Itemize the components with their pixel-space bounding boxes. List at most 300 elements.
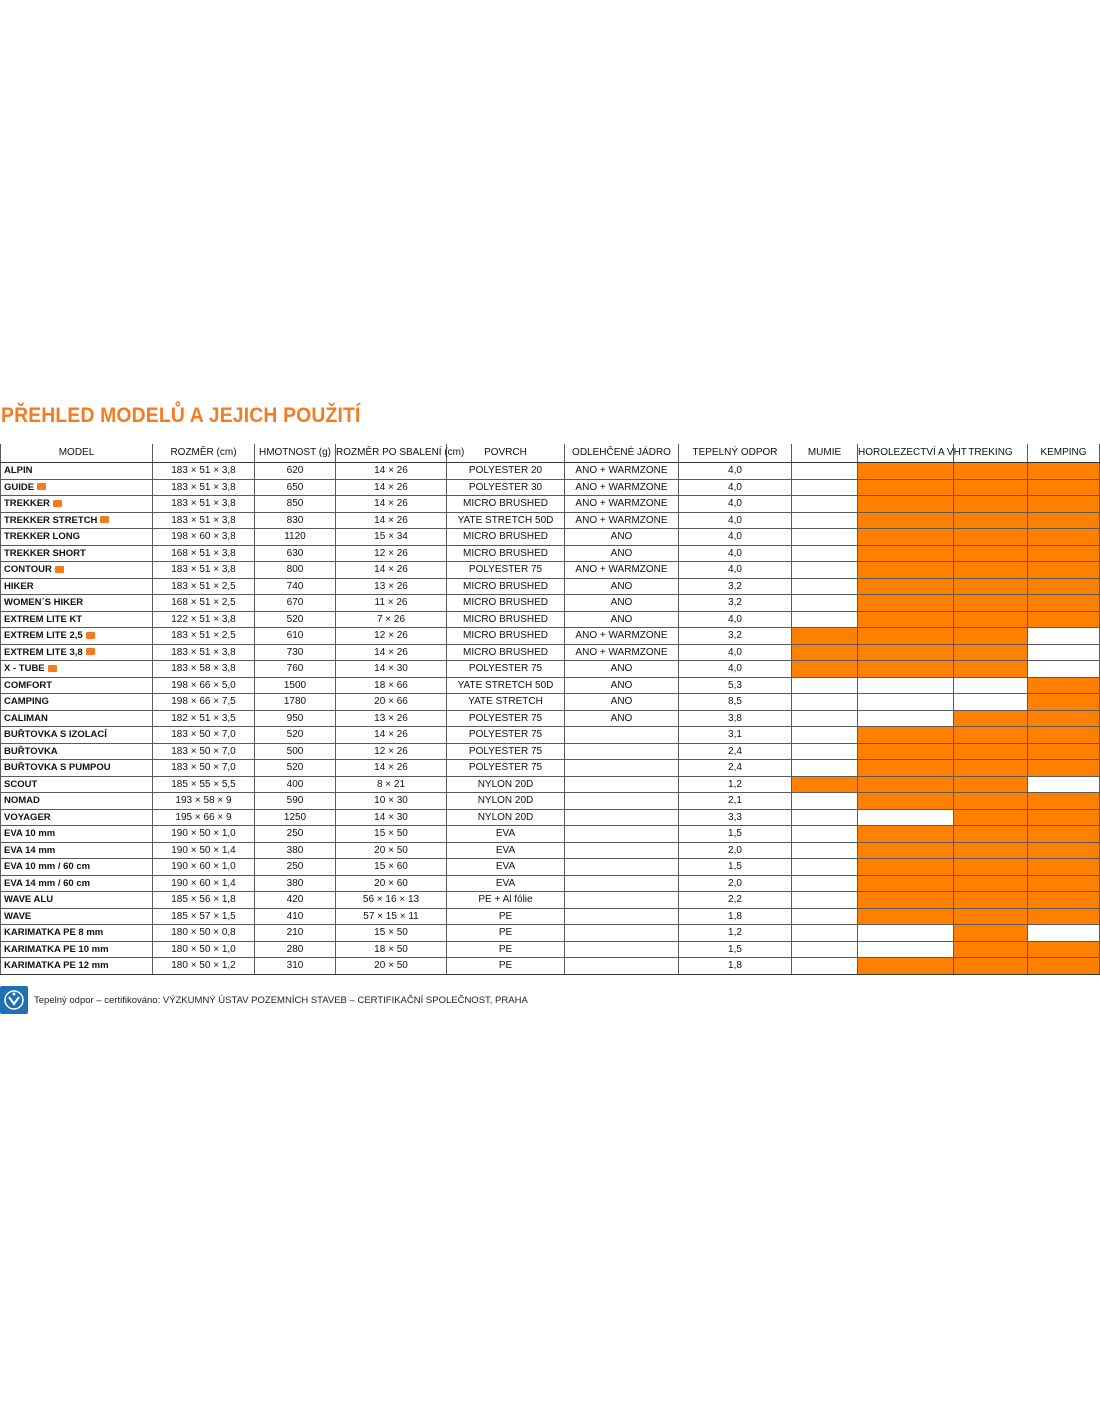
thermal-resistance-cell: 4,0 <box>679 562 792 579</box>
packed-size-cell: 15 × 34 <box>336 529 447 546</box>
table-row <box>1 512 1100 529</box>
trekking-cell <box>954 512 1028 529</box>
packed-size-cell: 13 × 26 <box>336 578 447 595</box>
table-row <box>1 776 1100 793</box>
size-cell: 183 × 51 × 3,8 <box>153 496 255 513</box>
mummy-cell <box>792 958 858 975</box>
mummy-cell <box>792 661 858 678</box>
model-name: EVA 10 mm / 60 cm <box>4 861 91 872</box>
table-row <box>1 892 1100 909</box>
surface-cell: MICRO BRUSHED <box>447 578 565 595</box>
model-name: VOYAGER <box>4 811 51 823</box>
weight-cell: 620 <box>255 463 336 480</box>
trekking-cell <box>954 661 1028 678</box>
model-cell <box>1 661 153 678</box>
column-header-climbing: HOROLEZECTVÍ A VHT <box>858 444 954 463</box>
table-row <box>1 677 1100 694</box>
mummy-cell <box>792 892 858 909</box>
packed-size-cell: 57 × 15 × 11 <box>336 908 447 925</box>
mummy-cell <box>792 644 858 661</box>
model-name: HIKER <box>4 580 34 592</box>
surface-cell: NYLON 20D <box>447 776 565 793</box>
size-cell: 122 × 51 × 3,8 <box>153 611 255 628</box>
model-cell <box>1 892 153 909</box>
trekking-cell <box>954 595 1028 612</box>
surface-cell: PE <box>447 925 565 942</box>
climbing-cell <box>858 875 954 892</box>
size-cell: 190 × 60 × 1,0 <box>153 859 255 876</box>
weight-cell: 1120 <box>255 529 336 546</box>
packed-size-cell: 14 × 26 <box>336 479 447 496</box>
table-row <box>1 809 1100 826</box>
model-name: WAVE ALU <box>4 894 54 905</box>
thermal-resistance-cell: 8,5 <box>679 694 792 711</box>
trekking-cell <box>954 859 1028 876</box>
camping-cell <box>1028 925 1100 942</box>
model-cell <box>1 958 153 975</box>
mummy-cell <box>792 529 858 546</box>
camping-cell <box>1028 760 1100 777</box>
table-row <box>1 562 1100 579</box>
thermal-resistance-cell: 1,2 <box>679 776 792 793</box>
packed-size-cell: 10 × 30 <box>336 793 447 810</box>
climbing-cell <box>858 776 954 793</box>
trekking-cell <box>954 545 1028 562</box>
core-cell: ANO <box>565 578 679 595</box>
model-name: BUŘTOVKA S IZOLACÍ <box>4 729 107 740</box>
camping-cell <box>1028 611 1100 628</box>
table-row <box>1 760 1100 777</box>
surface-cell: YATE STRETCH 50D <box>447 512 565 529</box>
model-name: EVA 14 mm <box>4 844 56 856</box>
weight-cell: 1500 <box>255 677 336 694</box>
model-name: TREKKER LONG <box>4 531 80 542</box>
packed-size-cell: 20 × 66 <box>336 694 447 711</box>
weight-cell: 520 <box>255 727 336 744</box>
size-cell: 182 × 51 × 3,5 <box>153 710 255 727</box>
model-name: BUŘTOVKA S PUMPOU <box>4 762 111 773</box>
trekking-cell <box>954 842 1028 859</box>
packed-size-cell: 11 × 26 <box>336 595 447 612</box>
thermal-resistance-cell: 1,8 <box>679 908 792 925</box>
model-cell <box>1 529 153 546</box>
camping-cell <box>1028 842 1100 859</box>
packed-size-cell: 20 × 50 <box>336 842 447 859</box>
size-cell: 185 × 57 × 1,5 <box>153 908 255 925</box>
size-cell: 190 × 50 × 1,4 <box>153 842 255 859</box>
climbing-cell <box>858 793 954 810</box>
weight-cell: 520 <box>255 611 336 628</box>
climbing-cell <box>858 595 954 612</box>
column-header-core: ODLEHČENÉ JÁDRO <box>565 444 679 463</box>
model-name: COMFORT <box>4 679 53 691</box>
climbing-cell <box>858 760 954 777</box>
weight-cell: 420 <box>255 892 336 909</box>
model-name: CALIMAN <box>4 712 48 724</box>
weight-cell: 400 <box>255 776 336 793</box>
model-name: EVA 14 mm / 60 cm <box>4 877 91 889</box>
model-name: ALPIN <box>4 465 33 476</box>
surface-cell: POLYESTER 75 <box>447 727 565 744</box>
packed-size-cell: 8 × 21 <box>336 776 447 793</box>
model-name: WAVE <box>4 910 32 922</box>
page-title: PŘEHLED MODELŮ A JEJICH POUŽITÍ <box>1 404 361 427</box>
new-badge-icon <box>86 648 95 655</box>
thermal-resistance-cell: 4,0 <box>679 611 792 628</box>
camping-cell <box>1028 545 1100 562</box>
surface-cell: MICRO BRUSHED <box>447 628 565 645</box>
mummy-cell <box>792 842 858 859</box>
thermal-resistance-cell: 3,3 <box>679 809 792 826</box>
packed-size-cell: 14 × 30 <box>336 809 447 826</box>
size-cell: 180 × 50 × 1,2 <box>153 958 255 975</box>
thermal-resistance-cell: 4,0 <box>679 644 792 661</box>
thermal-resistance-cell: 4,0 <box>679 496 792 513</box>
model-cell <box>1 859 153 876</box>
core-cell: ANO + WARMZONE <box>565 463 679 480</box>
mummy-cell <box>792 463 858 480</box>
model-cell <box>1 809 153 826</box>
mummy-cell <box>792 809 858 826</box>
camping-cell <box>1028 529 1100 546</box>
camping-cell <box>1028 661 1100 678</box>
table-row <box>1 941 1100 958</box>
model-name: EXTREM LITE 2,5 <box>4 630 83 641</box>
trekking-cell <box>954 694 1028 711</box>
weight-cell: 760 <box>255 661 336 678</box>
trekking-cell <box>954 925 1028 942</box>
packed-size-cell: 12 × 26 <box>336 628 447 645</box>
trekking-cell <box>954 776 1028 793</box>
trekking-cell <box>954 908 1028 925</box>
model-name: GUIDE <box>4 481 35 493</box>
trekking-cell <box>954 875 1028 892</box>
mummy-cell <box>792 595 858 612</box>
size-cell: 183 × 58 × 3,8 <box>153 661 255 678</box>
size-cell: 195 × 66 × 9 <box>153 809 255 826</box>
core-cell: ANO <box>565 595 679 612</box>
climbing-cell <box>858 578 954 595</box>
surface-cell: MICRO BRUSHED <box>447 611 565 628</box>
mummy-cell <box>792 677 858 694</box>
trekking-cell <box>954 529 1028 546</box>
camping-cell <box>1028 908 1100 925</box>
mummy-cell <box>792 512 858 529</box>
size-cell: 183 × 50 × 7,0 <box>153 727 255 744</box>
trekking-cell <box>954 826 1028 843</box>
climbing-cell <box>858 710 954 727</box>
weight-cell: 310 <box>255 958 336 975</box>
model-name: CAMPING <box>4 696 49 707</box>
model-cell <box>1 463 153 480</box>
packed-size-cell: 14 × 26 <box>336 496 447 513</box>
trekking-cell <box>954 677 1028 694</box>
column-header-packed-size: ROZMĚR PO SBALENÍ (cm) <box>336 444 447 463</box>
model-cell <box>1 826 153 843</box>
table-row <box>1 529 1100 546</box>
weight-cell: 250 <box>255 859 336 876</box>
model-name: EVA 10 mm <box>4 828 56 839</box>
size-cell: 168 × 51 × 2,5 <box>153 595 255 612</box>
size-cell: 183 × 51 × 2,5 <box>153 628 255 645</box>
model-cell <box>1 743 153 760</box>
core-cell <box>565 793 679 810</box>
packed-size-cell: 12 × 26 <box>336 743 447 760</box>
new-badge-icon <box>100 516 109 523</box>
trekking-cell <box>954 809 1028 826</box>
table-row <box>1 545 1100 562</box>
climbing-cell <box>858 479 954 496</box>
weight-cell: 610 <box>255 628 336 645</box>
thermal-resistance-cell: 4,0 <box>679 463 792 480</box>
core-cell <box>565 776 679 793</box>
core-cell <box>565 941 679 958</box>
core-cell: ANO + WARMZONE <box>565 512 679 529</box>
model-cell <box>1 941 153 958</box>
camping-cell <box>1028 677 1100 694</box>
packed-size-cell: 12 × 26 <box>336 545 447 562</box>
certification-footnote: Tepelný odpor – certifikováno: VÝZKUMNÝ ÚSTAV POZEMNÍCH STAVEB – CERTIFIKAČNÍ SPOLEČNOST, PRAHA <box>34 994 528 1006</box>
trekking-cell <box>954 479 1028 496</box>
core-cell: ANO + WARMZONE <box>565 644 679 661</box>
size-cell: 193 × 58 × 9 <box>153 793 255 810</box>
packed-size-cell: 14 × 30 <box>336 661 447 678</box>
mummy-cell <box>792 760 858 777</box>
size-cell: 190 × 50 × 1,0 <box>153 826 255 843</box>
weight-cell: 650 <box>255 479 336 496</box>
column-header-mummy: MUMIE <box>792 444 858 463</box>
thermal-resistance-cell: 4,0 <box>679 479 792 496</box>
trekking-cell <box>954 727 1028 744</box>
core-cell <box>565 875 679 892</box>
weight-cell: 630 <box>255 545 336 562</box>
table-row <box>1 578 1100 595</box>
camping-cell <box>1028 859 1100 876</box>
thermal-resistance-cell: 5,3 <box>679 677 792 694</box>
size-cell: 183 × 50 × 7,0 <box>153 760 255 777</box>
thermal-resistance-cell: 1,5 <box>679 859 792 876</box>
model-cell <box>1 677 153 694</box>
model-name: NOMAD <box>4 795 40 806</box>
weight-cell: 380 <box>255 875 336 892</box>
surface-cell: PE <box>447 958 565 975</box>
mummy-cell <box>792 743 858 760</box>
thermal-resistance-cell: 4,0 <box>679 545 792 562</box>
mummy-cell <box>792 562 858 579</box>
weight-cell: 210 <box>255 925 336 942</box>
packed-size-cell: 18 × 50 <box>336 941 447 958</box>
model-cell <box>1 908 153 925</box>
thermal-resistance-cell: 2,2 <box>679 892 792 909</box>
climbing-cell <box>858 661 954 678</box>
mummy-cell <box>792 727 858 744</box>
weight-cell: 800 <box>255 562 336 579</box>
camping-cell <box>1028 958 1100 975</box>
core-cell: ANO + WARMZONE <box>565 496 679 513</box>
climbing-cell <box>858 743 954 760</box>
camping-cell <box>1028 727 1100 744</box>
climbing-cell <box>858 529 954 546</box>
size-cell: 180 × 50 × 1,0 <box>153 941 255 958</box>
size-cell: 183 × 51 × 3,8 <box>153 479 255 496</box>
model-name: BUŘTOVKA <box>4 745 58 757</box>
table-row <box>1 793 1100 810</box>
weight-cell: 1250 <box>255 809 336 826</box>
weight-cell: 950 <box>255 710 336 727</box>
core-cell: ANO <box>565 710 679 727</box>
thermal-resistance-cell: 3,2 <box>679 628 792 645</box>
model-cell <box>1 545 153 562</box>
model-name: KARIMATKA PE 10 mm <box>4 943 109 955</box>
table-row <box>1 595 1100 612</box>
packed-size-cell: 15 × 60 <box>336 859 447 876</box>
climbing-cell <box>858 925 954 942</box>
new-badge-icon <box>48 665 57 672</box>
table-row <box>1 661 1100 678</box>
table-row <box>1 842 1100 859</box>
model-name: CONTOUR <box>4 564 52 575</box>
core-cell: ANO + WARMZONE <box>565 479 679 496</box>
climbing-cell <box>858 562 954 579</box>
surface-cell: MICRO BRUSHED <box>447 595 565 612</box>
table-row <box>1 958 1100 975</box>
packed-size-cell: 15 × 50 <box>336 826 447 843</box>
weight-cell: 740 <box>255 578 336 595</box>
table-body <box>1 463 1100 975</box>
surface-cell: POLYESTER 75 <box>447 760 565 777</box>
weight-cell: 670 <box>255 595 336 612</box>
camping-cell <box>1028 463 1100 480</box>
weight-cell: 500 <box>255 743 336 760</box>
footer <box>0 985 700 1015</box>
model-cell <box>1 595 153 612</box>
trekking-cell <box>954 793 1028 810</box>
model-cell <box>1 644 153 661</box>
model-cell <box>1 925 153 942</box>
core-cell: ANO <box>565 694 679 711</box>
camping-cell <box>1028 710 1100 727</box>
climbing-cell <box>858 512 954 529</box>
model-name: WOMEN´S HIKER <box>4 597 84 608</box>
thermal-resistance-cell: 1,2 <box>679 925 792 942</box>
core-cell: ANO + WARMZONE <box>565 562 679 579</box>
model-cell <box>1 875 153 892</box>
model-cell <box>1 611 153 628</box>
climbing-cell <box>858 958 954 975</box>
camping-cell <box>1028 644 1100 661</box>
camping-cell <box>1028 941 1100 958</box>
core-cell: ANO <box>565 529 679 546</box>
thermal-resistance-cell: 3,1 <box>679 727 792 744</box>
trekking-cell <box>954 644 1028 661</box>
model-cell <box>1 479 153 496</box>
column-header-size: ROZMĚR (cm) <box>153 444 255 463</box>
size-cell: 198 × 60 × 3,8 <box>153 529 255 546</box>
weight-cell: 590 <box>255 793 336 810</box>
table-row <box>1 859 1100 876</box>
model-cell <box>1 776 153 793</box>
model-name: KARIMATKA PE 8 mm <box>4 927 104 938</box>
mummy-cell <box>792 875 858 892</box>
surface-cell: POLYESTER 30 <box>447 479 565 496</box>
weight-cell: 730 <box>255 644 336 661</box>
climbing-cell <box>858 941 954 958</box>
packed-size-cell: 14 × 26 <box>336 644 447 661</box>
trekking-cell <box>954 941 1028 958</box>
camping-cell <box>1028 479 1100 496</box>
packed-size-cell: 14 × 26 <box>336 512 447 529</box>
mummy-cell <box>792 941 858 958</box>
table-row <box>1 743 1100 760</box>
camping-cell <box>1028 776 1100 793</box>
size-cell: 198 × 66 × 7,5 <box>153 694 255 711</box>
size-cell: 185 × 56 × 1,8 <box>153 892 255 909</box>
surface-cell: MICRO BRUSHED <box>447 529 565 546</box>
surface-cell: EVA <box>447 842 565 859</box>
surface-cell: MICRO BRUSHED <box>447 644 565 661</box>
model-cell <box>1 760 153 777</box>
surface-cell: YATE STRETCH <box>447 694 565 711</box>
camping-cell <box>1028 496 1100 513</box>
new-badge-icon <box>53 500 62 507</box>
size-cell: 183 × 51 × 3,8 <box>153 512 255 529</box>
mummy-cell <box>792 908 858 925</box>
mummy-cell <box>792 710 858 727</box>
trekking-cell <box>954 760 1028 777</box>
weight-cell: 850 <box>255 496 336 513</box>
size-cell: 168 × 51 × 3,8 <box>153 545 255 562</box>
mummy-cell <box>792 496 858 513</box>
size-cell: 183 × 51 × 3,8 <box>153 562 255 579</box>
mummy-cell <box>792 925 858 942</box>
camping-cell <box>1028 628 1100 645</box>
size-cell: 185 × 55 × 5,5 <box>153 776 255 793</box>
surface-cell: YATE STRETCH 50D <box>447 677 565 694</box>
table-row <box>1 875 1100 892</box>
surface-cell: NYLON 20D <box>447 809 565 826</box>
thermal-resistance-cell: 4,0 <box>679 512 792 529</box>
thermal-resistance-cell: 2,4 <box>679 743 792 760</box>
mummy-cell <box>792 859 858 876</box>
surface-cell: MICRO BRUSHED <box>447 496 565 513</box>
table-row <box>1 611 1100 628</box>
core-cell <box>565 842 679 859</box>
core-cell <box>565 908 679 925</box>
packed-size-cell: 56 × 16 × 13 <box>336 892 447 909</box>
camping-cell <box>1028 512 1100 529</box>
weight-cell: 1780 <box>255 694 336 711</box>
surface-cell: PE <box>447 941 565 958</box>
packed-size-cell: 14 × 26 <box>336 727 447 744</box>
table-row <box>1 628 1100 645</box>
thermal-resistance-cell: 3,2 <box>679 595 792 612</box>
thermal-resistance-cell: 2,4 <box>679 760 792 777</box>
core-cell: ANO <box>565 661 679 678</box>
model-cell <box>1 710 153 727</box>
core-cell <box>565 760 679 777</box>
surface-cell: POLYESTER 75 <box>447 562 565 579</box>
table-row <box>1 710 1100 727</box>
new-badge-icon <box>86 632 95 639</box>
core-cell <box>565 826 679 843</box>
camping-cell <box>1028 694 1100 711</box>
column-header-model: MODEL <box>1 444 153 463</box>
core-cell <box>565 892 679 909</box>
mummy-cell <box>792 611 858 628</box>
thermal-resistance-cell: 2,0 <box>679 842 792 859</box>
surface-cell: POLYESTER 75 <box>447 743 565 760</box>
trekking-cell <box>954 628 1028 645</box>
